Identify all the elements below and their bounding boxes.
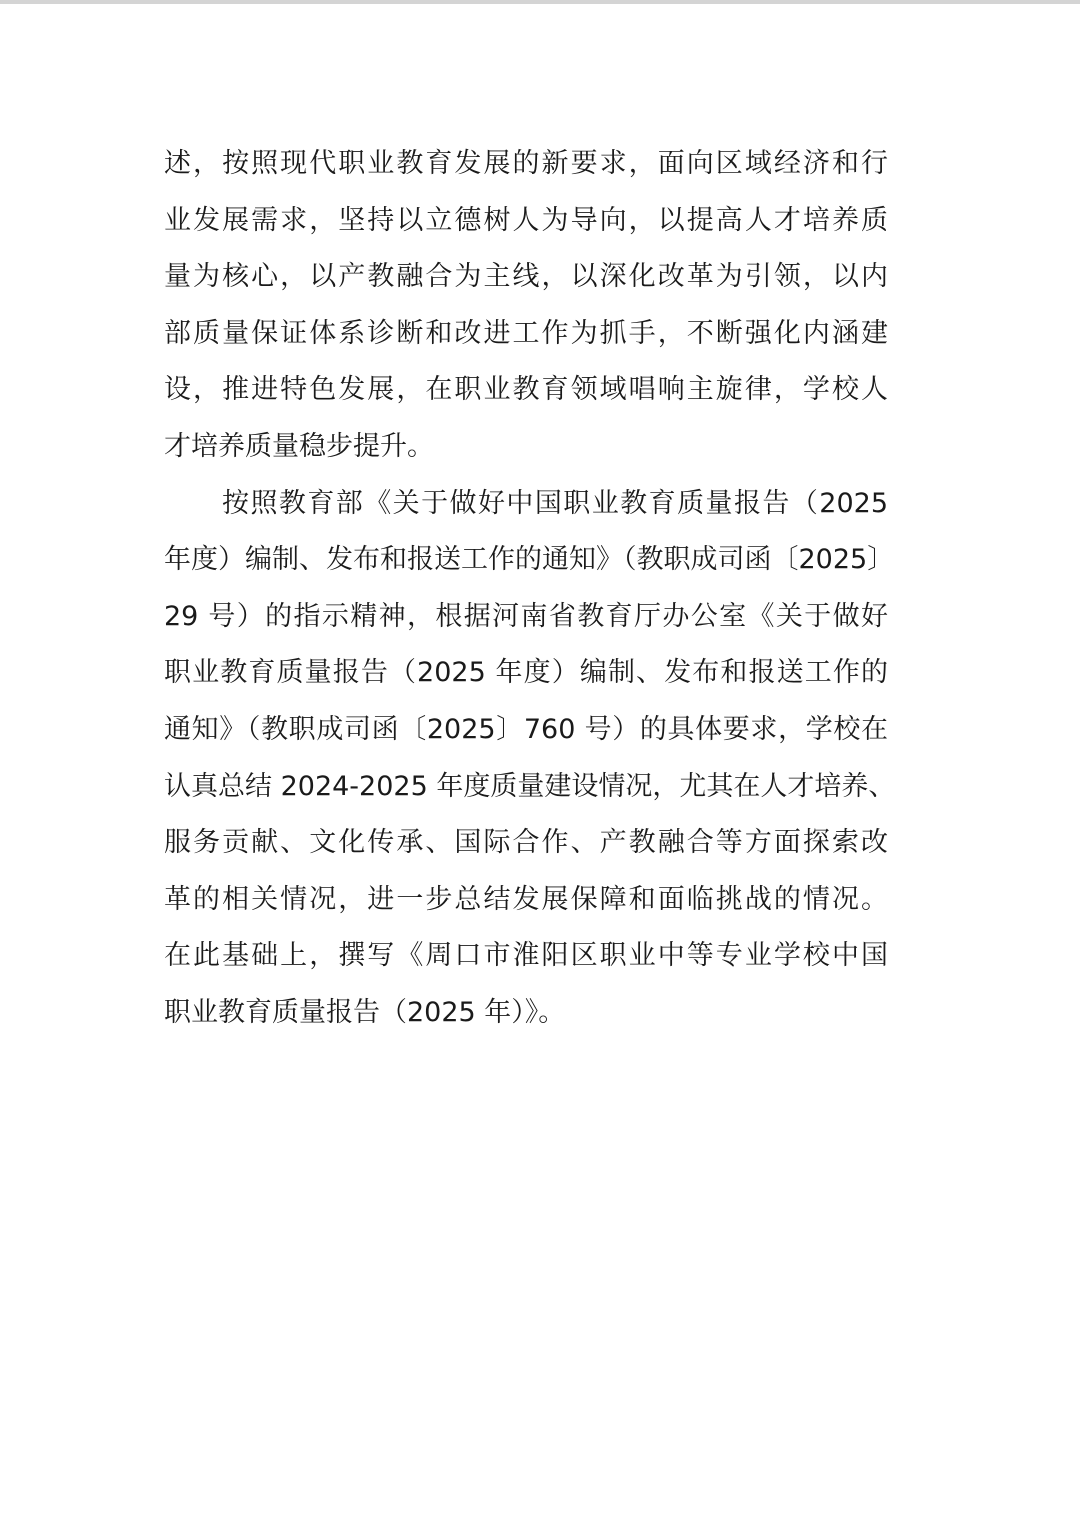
text-line: 通知》（教职成司函〔2025〕760 号）的具体要求，学校在 [164,713,888,745]
text-line: 职业教育质量报告（2025 年）》。 [164,996,566,1028]
paragraph-1 [164,136,888,476]
document-page [164,136,896,1042]
text-line: 量为核心，以产教融合为主线，以深化改革为引领，以内 [164,261,888,293]
text-line: 述，按照现代职业教育发展的新要求，面向区域经济和行 [164,148,888,179]
text-line: 才培养质量稳步提升。 [164,430,434,462]
text-line: 革的相关情况，进一步总结发展保障和面临挑战的情况。 [164,883,888,915]
text-line: 29 号）的指示精神，根据河南省教育厅办公室《关于做好 [164,600,888,632]
text-line: 在此基础上，撰写《周口市淮阳区职业中等专业学校中国 [164,940,888,972]
text-line: 年度）编制、发布和报送工作的通知》（教职成司函〔2025〕 [164,544,895,576]
text-line: 职业教育质量报告（2025 年度）编制、发布和报送工作的 [164,657,888,689]
paragraph-2 [164,476,896,1042]
text-line: 部质量保证体系诊断和改进工作为抓手，不断强化内涵建 [164,317,888,349]
text-line: 认真总结 2024-2025 年度质量建设情况，尤其在人才培养、 [164,770,896,802]
top-edge-bar [0,0,1080,4]
text-line: 设，推进特色发展，在职业教育领域唱响主旋律，学校人 [164,374,888,406]
text-line: 按照教育部《关于做好中国职业教育质量报告（2025 [222,487,888,519]
text-line: 服务贡献、文化传承、国际合作、产教融合等方面探索改 [164,827,888,859]
text-line: 业发展需求，坚持以立德树人为导向，以提高人才培养质 [164,204,888,236]
